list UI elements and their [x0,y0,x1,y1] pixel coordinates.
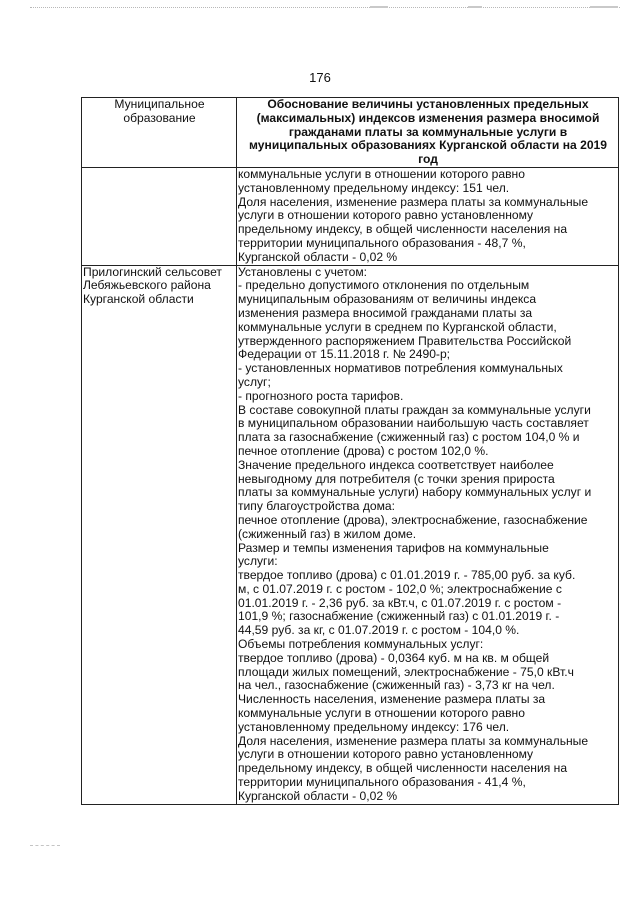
text-line: Численность населения, изменение размера платы за [238,692,546,707]
text-line: - предельно допустимого отклонения по отдельным [238,278,530,293]
page-number: 176 [309,70,331,85]
text-line: Установлены с учетом: [238,264,367,279]
text-line: типу благоустройства дома: [238,499,395,514]
text-line: твердое топливо (дрова) - 0,0364 куб. м на кв. м общей [238,650,550,665]
scan-artifact-dash [370,6,388,8]
justification-cell-continued [237,167,619,265]
scan-artifact-dash [590,6,618,8]
text-line: 44,59 руб. за кг, с 01.07.2019 г. с ростом - 104,0 %. [238,623,520,638]
text-line: Курганской области - 0,02 % [238,249,398,264]
justification-text [238,266,618,804]
text-line: твердое топливо (дрова) с 01.01.2019 г. - 785,00 руб. за куб. [238,568,576,583]
text-line: плата за газоснабжение (сжиженный газ) с ростом 104,0 % и [238,430,580,445]
text-line: утвержденного распоряжением Правительства Российской [238,333,572,348]
table-row [82,167,619,265]
text-line: Размер и темпы изменения тарифов на коммунальные [238,540,549,555]
text-line: коммунальные услуги в отношении которого равно [238,166,525,181]
text-line: предельному индексу, в общей численности населения на [238,222,568,237]
text-line: Лебяжьевского района [83,278,211,293]
text-line: установленному предельному индексу: 176 чел. [238,719,510,734]
text-line: Объемы потребления коммунальных услуг: [238,637,484,652]
table-row [82,265,619,804]
text-line: коммунальные услуги в среднем по Курганской области, [238,319,557,334]
text-line: Доля населения, изменение размера платы за коммунальные [238,194,589,209]
header-justification: Обоснование величины установленных предельных (максимальных) индексов изменения размера вносимой гражданами платы за коммунальные услуги в муниципальных образованиях Курганской области на 2019 год [237,98,619,168]
text-line: услуг; [238,374,271,389]
text-line: предельному индексу, в общей численности населения на [238,761,568,776]
text-line: территории муниципального образования - 41,4 %, [238,775,526,790]
scan-artifact-dash [468,6,482,8]
text-line: печное отопление (дрова), электроснабжение, газоснабжение [238,512,588,527]
text-line: территории муниципального образования - 48,7 %, [238,235,526,250]
text-line: платы за коммунальные услуги) набору коммунальных услуг и [238,485,592,500]
text-line: услуги в отношении которого равно установленному [238,747,534,762]
text-line: установленному предельному индексу: 151 чел. [238,180,510,195]
text-line: Прилогинский сельсовет [83,264,222,279]
text-line: Федерации от 15.11.2018 г. № 2490-р; [238,347,451,362]
text-line: В составе совокупной платы граждан за коммунальные услуги [238,402,591,417]
text-line: - прогнозного роста тарифов. [238,388,404,403]
text-line: печное отопление (дрова) с ростом 102,0 %. [238,443,489,458]
text-line: услуги в отношении которого равно установленному [238,208,534,223]
municipality-cell-continued [82,167,237,265]
justification-text [238,168,618,265]
justification-cell [237,265,619,804]
text-line: Значение предельного индекса соответствует наиболее [238,457,554,472]
text-line: (сжиженный газ) в жилом доме. [238,526,417,541]
text-line: в муниципальном образовании наибольшую часть составляет [238,416,589,431]
text-line: площади жилых помещений, электроснабжение - 75,0 кВт.ч [238,664,574,679]
text-line: м, с 01.07.2019 г. с ростом - 102,0 %; электроснабжение с [238,581,562,596]
text-line: изменения размера вносимой гражданами платы за [238,305,533,320]
scan-artifact-top [30,7,620,11]
text-line: коммунальные услуги в отношении которого равно [238,706,525,721]
text-line: 101,9 %; газоснабжение (сжиженный газ) с 01.01.2019 г. - [238,609,560,624]
text-line: услуги: [238,554,278,569]
municipality-cell [82,265,237,804]
text-line: Курганской области - 0,02 % [238,788,398,803]
text-line: на чел., газоснабжение (сжиженный газ) - 3,73 кг на чел. [238,678,555,693]
text-line: - установленных нормативов потребления коммунальных [238,361,563,376]
text-line: Доля населения, изменение размера платы за коммунальные [238,733,589,748]
text-line: муниципальным образованиям от величины индекса [238,292,537,307]
text-line: невыгодному для потребителя (с точки зрения прироста [238,471,555,486]
text-line: 01.01.2019 г. - 2,36 руб. за кВт.ч, с 01.07.2019 г. с ростом - [238,595,562,610]
tariff-index-table [81,97,619,805]
table-header-row [82,98,619,168]
header-municipality: Муниципальное образование [82,98,237,168]
text-line: Курганской области [83,292,194,307]
scan-artifact-left [30,845,60,848]
municipality-name [83,266,236,307]
